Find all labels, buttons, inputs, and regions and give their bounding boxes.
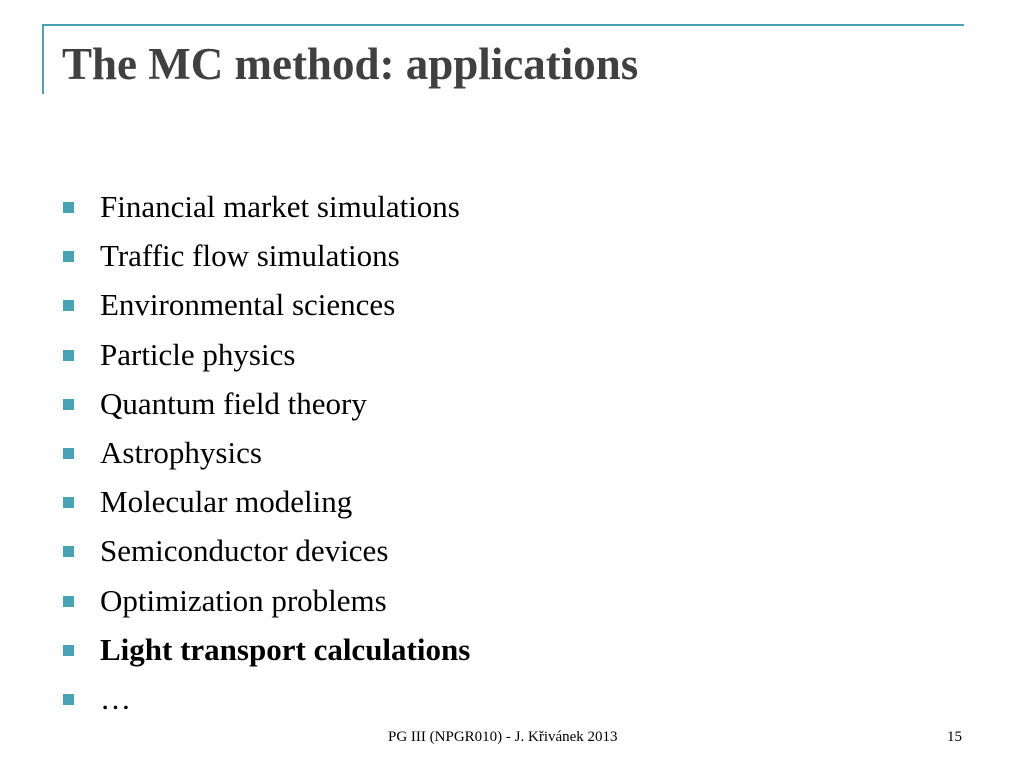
bullet-text: Quantum field theory: [100, 385, 367, 421]
square-bullet-icon: [63, 546, 74, 557]
bullet-item: [60, 526, 470, 575]
bullet-text: Traffic flow simulations: [100, 238, 400, 274]
bullet-item: [60, 379, 470, 428]
bullet-text: Molecular modeling: [100, 484, 353, 520]
bullet-item: [60, 576, 470, 625]
bullet-text: Optimization problems: [100, 582, 387, 618]
bullet-item: [60, 477, 470, 526]
square-bullet-icon: [63, 497, 74, 508]
bullet-item: [60, 330, 470, 379]
bullet-item-highlighted: [60, 625, 470, 674]
bullet-text: Environmental sciences: [100, 287, 396, 323]
bullet-text: Astrophysics: [100, 434, 262, 470]
page-number: 15: [947, 729, 962, 745]
bullet-item: [60, 280, 470, 329]
title-top-rule: [42, 24, 964, 26]
bullet-item: [60, 231, 470, 280]
bullet-text: Semiconductor devices: [100, 533, 389, 569]
bullet-text: Light transport calculations: [100, 631, 471, 667]
square-bullet-icon: [63, 202, 74, 213]
bullet-text: Financial market simulations: [100, 189, 460, 224]
square-bullet-icon: [63, 399, 74, 410]
bullet-item: [60, 428, 470, 477]
bullet-item: [60, 182, 470, 231]
square-bullet-icon: [63, 350, 74, 361]
title-left-bar: [42, 24, 44, 94]
slide-title: The MC method: applications: [62, 39, 639, 89]
bullet-text: Particle physics: [100, 336, 296, 372]
square-bullet-icon: [63, 300, 74, 311]
bullet-item: [60, 674, 470, 723]
square-bullet-icon: [63, 694, 74, 705]
square-bullet-icon: [63, 596, 74, 607]
slide-footer: [0, 726, 1024, 748]
footer-text: PG III (NPGR010) - J. Křivánek 2013: [388, 729, 618, 745]
bullet-list: [60, 182, 470, 723]
square-bullet-icon: [63, 645, 74, 656]
square-bullet-icon: [63, 448, 74, 459]
square-bullet-icon: [63, 251, 74, 262]
bullet-text: …: [100, 680, 131, 716]
